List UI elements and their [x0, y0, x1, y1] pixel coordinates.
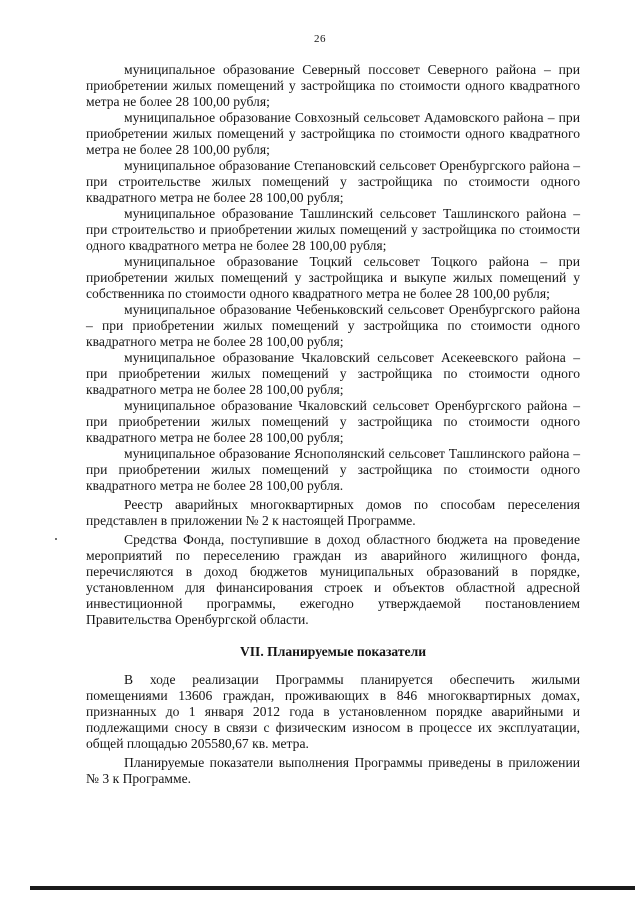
paragraph-registry: Реестр аварийных многоквартирных домов по способам переселения представлен в приложении № 2 к настоящей Программе.	[86, 497, 580, 528]
section-heading: VII. Планируемые показатели	[239, 644, 427, 659]
page-number: 26	[314, 33, 326, 45]
paragraph-tashlinsky: муниципальное образование Ташлинский сельсовет Ташлинского района – при строительство и приобретении жилых помещений у застройщика по стоимости одного квадратного метра не более 28 100,00 рубля;	[86, 206, 580, 253]
paragraph-yasnopolyansky: муниципальное образование Яснополянский сельсовет Ташлинского района – при приобретении жилых помещений у застройщика по стоимости одного квадратного метра не более 28 100,00 рубля.	[86, 446, 580, 493]
page-bottom-rule	[30, 886, 635, 890]
paragraph-chkalovsky-orenburgsky: муниципальное образование Чкаловский сельсовет Оренбургского района – при приобретении жилых помещений у застройщика по стоимости одного квадратного метра не более 28 100,00 рубля;	[86, 398, 580, 445]
document-body	[86, 62, 580, 787]
paragraph-planned-indicators: Планируемые показатели выполнения Программы приведены в приложении № 3 к Программе.	[86, 755, 580, 786]
paragraph-chebenkovsky: муниципальное образование Чебеньковский сельсовет Оренбургского района – при приобретении жилых помещений у застройщика по стоимости одного квадратного метра не более 28 100,00 рубля;	[86, 302, 580, 349]
paragraph-stepanovsky: муниципальное образование Степановский сельсовет Оренбургского района – при строительстве жилых помещений у застройщика по стоимости одного квадратного метра не более 28 100,00 рубля;	[86, 158, 580, 205]
paragraph-sovkhozny: муниципальное образование Совхозный сельсовет Адамовского района – при приобретении жилых помещений у застройщика по стоимости одного квадратного метра не более 28 100,00 рубля;	[86, 110, 580, 157]
paragraph-chkalovsky-asekeevsky: муниципальное образование Чкаловский сельсовет Асекеевского района – при приобретении жилых помещений у застройщика по стоимости одного квадратного метра не более 28 100,00 рубля;	[86, 350, 580, 397]
paragraph-totsky: муниципальное образование Тоцкий сельсовет Тоцкого района – при приобретении жилых помещений у застройщика и выкупе жилых помещений у собственника по стоимости одного квадратного метра не более 28 100,00 рубля;	[86, 254, 580, 301]
paragraph-severny: муниципальное образование Северный поссовет Северного района – при приобретении жилых помещений у застройщика по стоимости одного квадратного метра не более 28 100,00 рубля;	[86, 62, 580, 109]
paragraph-fund-resources: Средства Фонда, поступившие в доход областного бюджета на проведение мероприятий по переселению граждан из аварийного жилищного фонда, перечисляются в доход бюджетов муниципальных образований в порядке, установленном для финансирования строек и объектов областной адресной инвестиционной программы, ежегодно утверждаемой постановлением Правительства Оренбургской области.	[86, 532, 580, 627]
paragraph-planned-housing: В ходе реализации Программы планируется обеспечить жилыми помещениями 13606 граждан, проживающих в 846 многоквартирных домах, признанных до 1 января 2012 года в установленном порядке аварийными и подлежащими сносу в связи с физическим износом в процессе их эксплуатации, общей площадью 205580,67 кв. метра.	[86, 672, 580, 751]
scan-speck	[55, 538, 57, 540]
